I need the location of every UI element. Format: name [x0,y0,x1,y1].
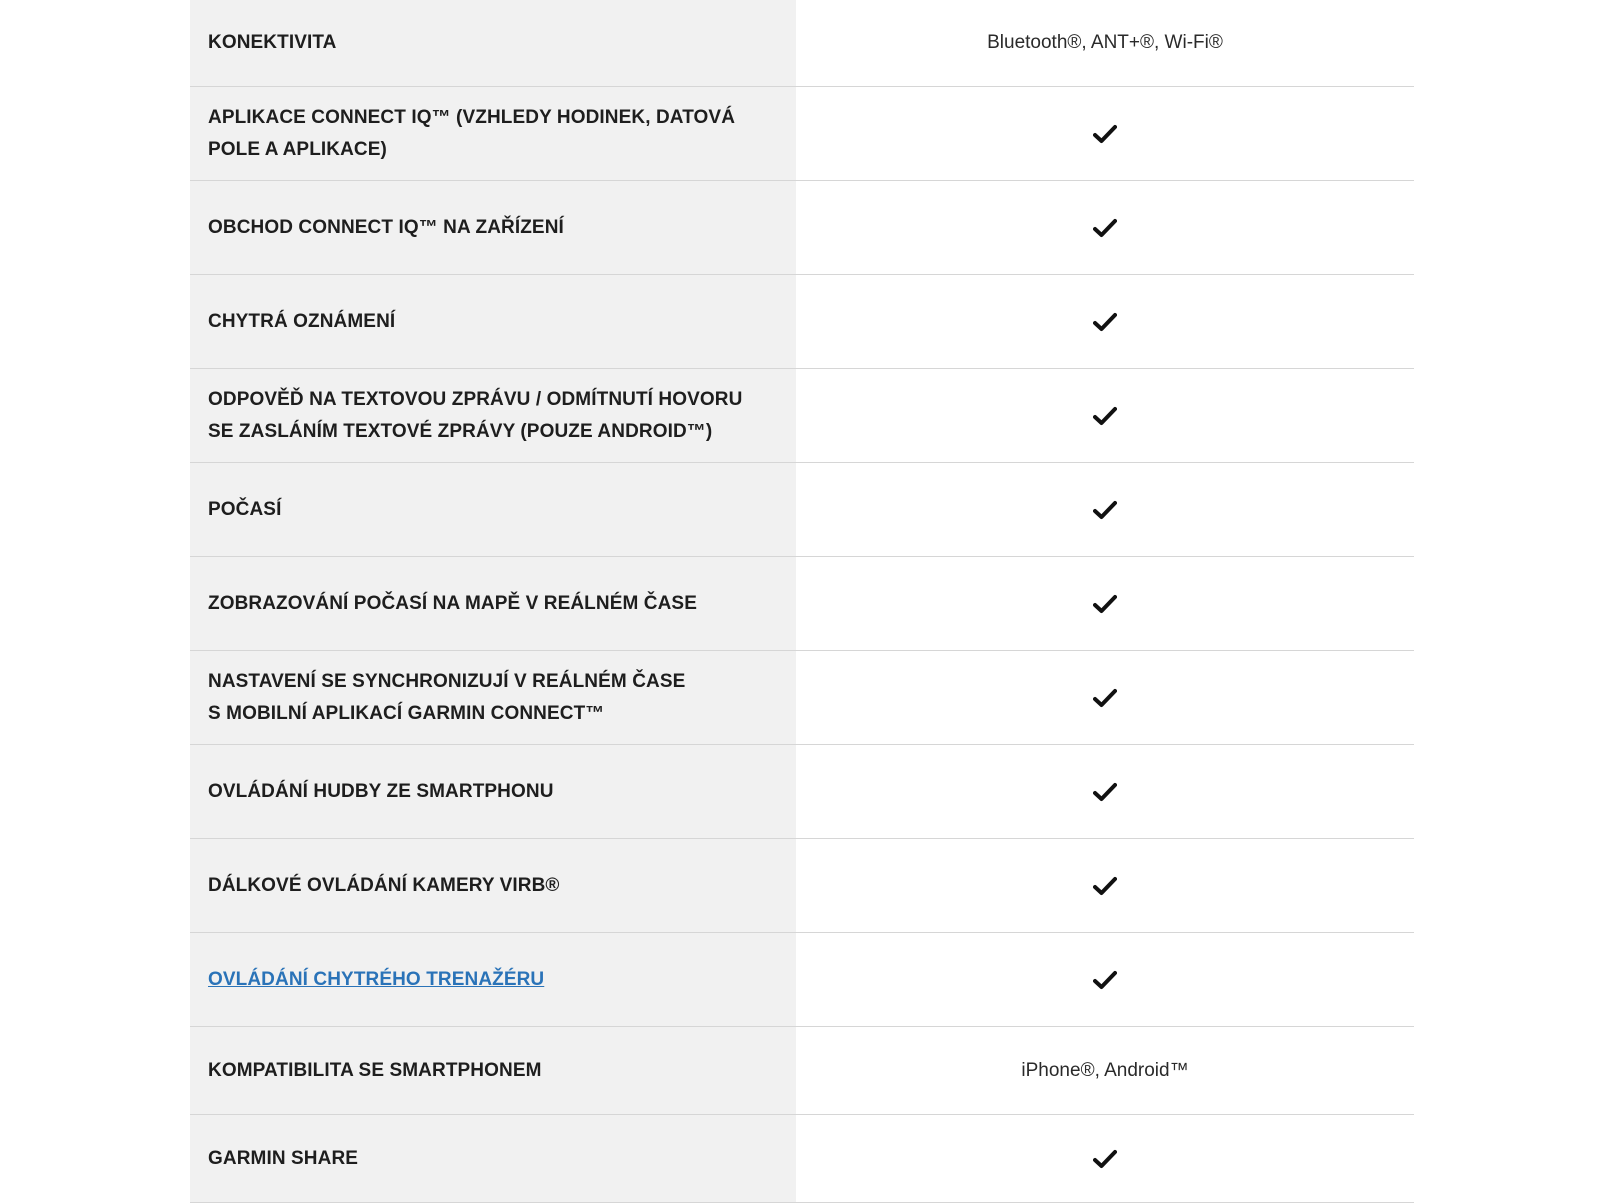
spec-label [190,933,796,1026]
checkmark-icon [1093,124,1117,144]
spec-label [190,87,796,180]
spec-value [796,839,1414,932]
spec-row [190,651,1414,745]
spec-label [190,463,796,556]
spec-label-text: GARMIN SHARE [208,1147,359,1169]
spec-label [190,745,796,838]
spec-row [190,275,1414,369]
spec-value [796,1027,1414,1114]
spec-label [190,557,796,650]
spec-row [190,933,1414,1027]
checkmark-icon [1093,876,1117,896]
spec-row [190,1027,1414,1115]
spec-label [190,839,796,932]
spec-value [796,463,1414,556]
checkmark-icon [1093,1149,1117,1169]
spec-value [796,275,1414,368]
spec-value [796,0,1414,86]
spec-label-text: POČASÍ [208,498,282,520]
spec-label [190,181,796,274]
spec-label [190,651,796,744]
spec-row [190,0,1414,87]
spec-label [190,1115,796,1202]
checkmark-icon [1093,594,1117,614]
spec-value [796,369,1414,462]
spec-value-text: Bluetooth®, ANT+®, Wi-Fi® [987,32,1223,53]
spec-row [190,463,1414,557]
spec-label [190,369,796,462]
spec-row [190,745,1414,839]
spec-row [190,1115,1414,1203]
spec-value [796,933,1414,1026]
spec-label-text: NASTAVENÍ SE SYNCHRONIZUJÍ V REÁLNÉM ČASE S MOBILNÍ APLIKACÍ GARMIN CONNECT™ [208,670,686,724]
spec-label-text: KOMPATIBILITA SE SMARTPHONEM [208,1059,542,1081]
spec-value [796,181,1414,274]
spec-label [190,0,796,86]
spec-label-link[interactable]: OVLÁDÁNÍ CHYTRÉHO TRENAŽÉRU [208,968,545,990]
spec-value-text: iPhone®, Android™ [1021,1059,1189,1081]
checkmark-icon [1093,218,1117,238]
spec-label [190,275,796,368]
spec-label-text: DÁLKOVÉ OVLÁDÁNÍ KAMERY VIRB® [208,874,560,896]
spec-row [190,87,1414,181]
checkmark-icon [1093,406,1117,426]
spec-value [796,745,1414,838]
checkmark-icon [1093,500,1117,520]
checkmark-icon [1093,688,1117,708]
spec-value [796,651,1414,744]
spec-label [190,1027,796,1114]
spec-label-text: OVLÁDÁNÍ HUDBY ZE SMARTPHONU [208,780,554,802]
spec-row [190,557,1414,651]
spec-label-text: CHYTRÁ OZNÁMENÍ [208,310,396,332]
checkmark-icon [1093,782,1117,802]
spec-table [190,0,1414,1203]
spec-value [796,557,1414,650]
spec-value [796,87,1414,180]
spec-label-text: APLIKACE CONNECT IQ™ (VZHLEDY HODINEK, DATOVÁ POLE A APLIKACE) [208,106,736,160]
spec-label-text: ZOBRAZOVÁNÍ POČASÍ NA MAPĚ V REÁLNÉM ČASE [208,592,697,614]
checkmark-icon [1093,970,1117,990]
spec-label-text: KONEKTIVITA [208,32,337,53]
checkmark-icon [1093,312,1117,332]
spec-label-text: OBCHOD CONNECT IQ™ NA ZAŘÍZENÍ [208,216,564,238]
spec-label-text: ODPOVĚĎ NA TEXTOVOU ZPRÁVU / ODMÍTNUTÍ HOVORU SE ZASLÁNÍM TEXTOVÉ ZPRÁVY (POUZE ANDROID™) [208,388,743,442]
spec-row [190,839,1414,933]
spec-row [190,181,1414,275]
spec-value [796,1115,1414,1202]
spec-row [190,369,1414,463]
